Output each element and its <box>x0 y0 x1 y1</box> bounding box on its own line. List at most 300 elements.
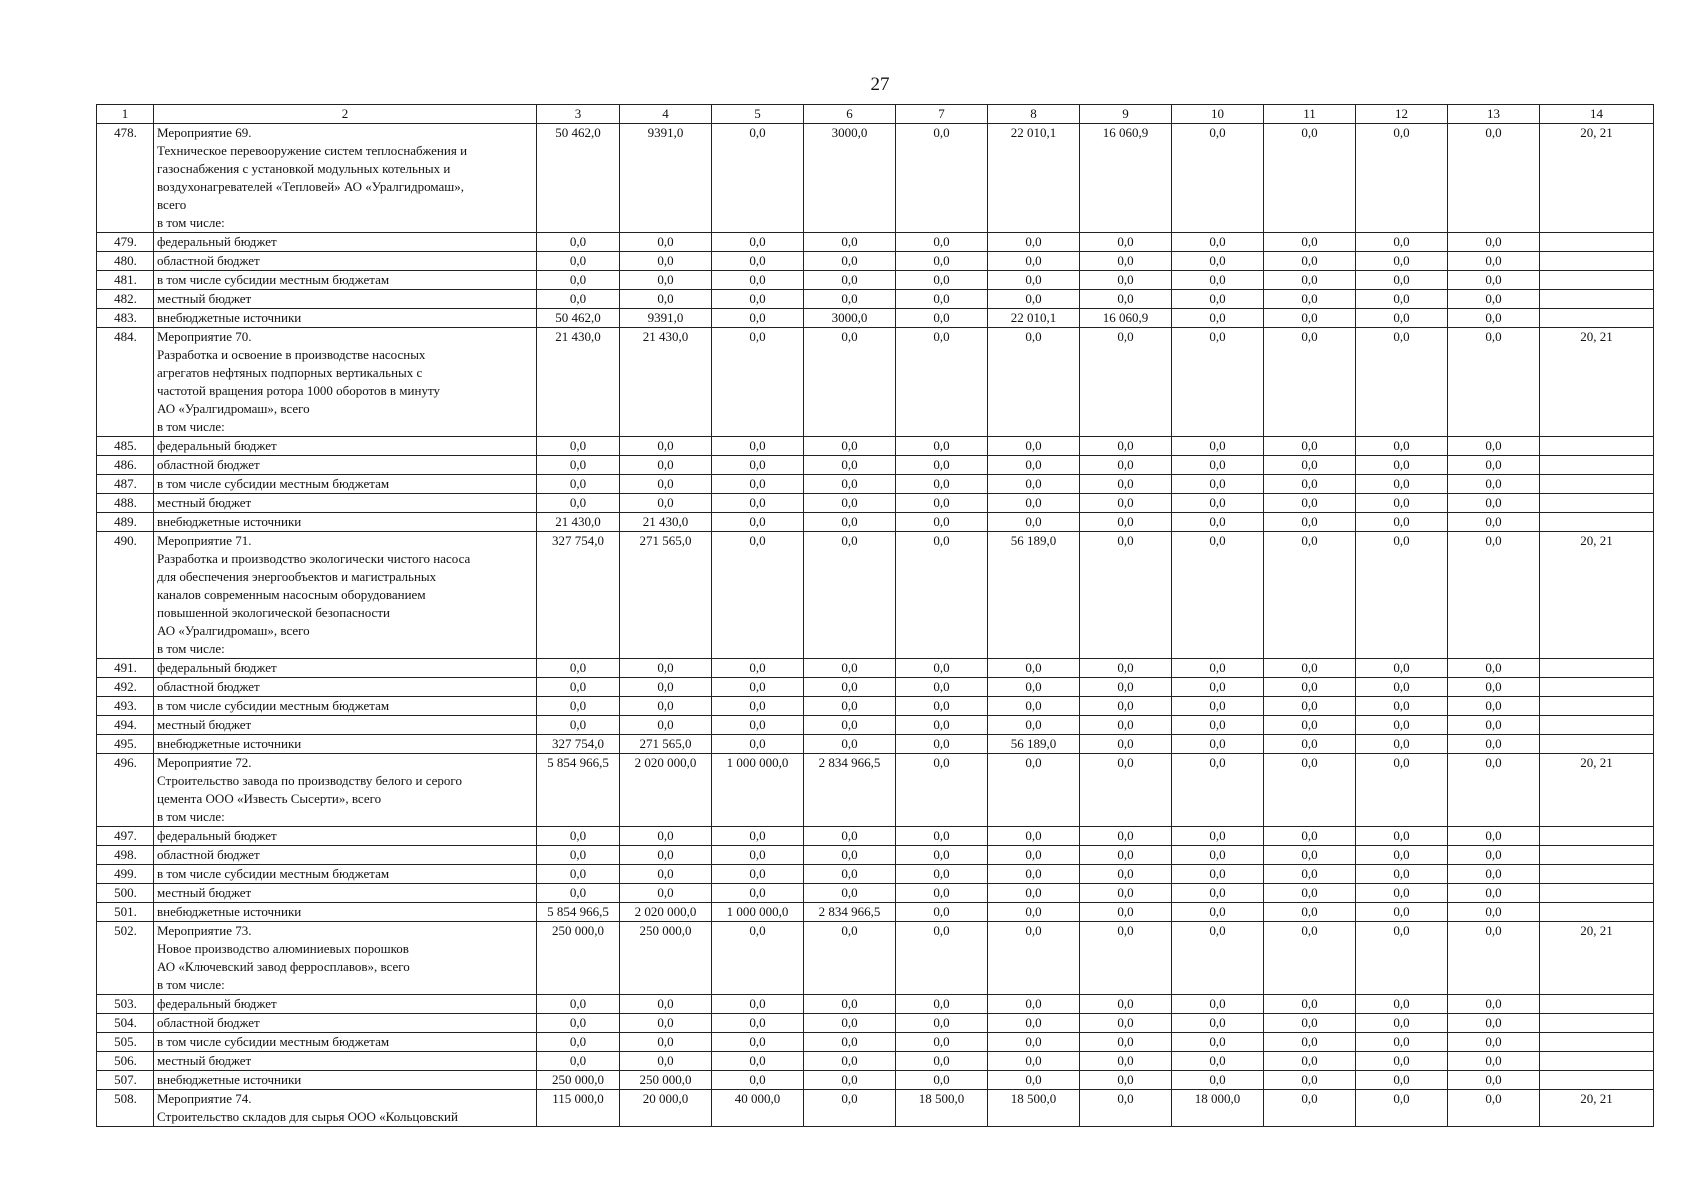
description-line: в том числе: <box>157 641 225 656</box>
row-description <box>154 1071 537 1090</box>
value-cell-col-13: 0,0 <box>1448 884 1540 903</box>
value-cell-col-13: 0,0 <box>1448 328 1540 437</box>
value-cell-col-3: 250 000,0 <box>537 922 620 995</box>
description-line: Мероприятие 71. <box>157 533 252 548</box>
value-cell-col-12: 0,0 <box>1356 846 1448 865</box>
value-cell-col-7: 0,0 <box>896 124 988 233</box>
value-cell-col-12: 0,0 <box>1356 995 1448 1014</box>
row-number: 493. <box>97 697 154 716</box>
row-description <box>154 903 537 922</box>
value-cell-col-8: 0,0 <box>988 697 1080 716</box>
value-cell-col-6: 0,0 <box>804 475 896 494</box>
reference-cell <box>1540 513 1654 532</box>
value-cell-col-7: 0,0 <box>896 884 988 903</box>
value-cell-col-12: 0,0 <box>1356 1052 1448 1071</box>
table-row <box>97 716 1654 735</box>
value-cell-col-4: 271 565,0 <box>620 532 712 659</box>
value-cell-col-3: 21 430,0 <box>537 328 620 437</box>
value-cell-col-11: 0,0 <box>1264 532 1356 659</box>
value-cell-col-11: 0,0 <box>1264 1090 1356 1127</box>
value-cell-col-3: 0,0 <box>537 865 620 884</box>
value-cell-col-9: 0,0 <box>1080 827 1172 846</box>
value-cell-col-10: 0,0 <box>1172 124 1264 233</box>
value-cell-col-8: 0,0 <box>988 328 1080 437</box>
value-cell-col-10: 0,0 <box>1172 827 1264 846</box>
value-cell-col-8: 0,0 <box>988 456 1080 475</box>
value-cell-col-3: 0,0 <box>537 233 620 252</box>
value-cell-col-5: 0,0 <box>712 494 804 513</box>
row-number: 479. <box>97 233 154 252</box>
value-cell-col-3: 0,0 <box>537 846 620 865</box>
table-row <box>97 513 1654 532</box>
value-cell-col-13: 0,0 <box>1448 922 1540 995</box>
description-line: в том числе: <box>157 977 225 992</box>
value-cell-col-4: 0,0 <box>620 494 712 513</box>
table-row <box>97 456 1654 475</box>
value-cell-col-8: 0,0 <box>988 922 1080 995</box>
value-cell-col-5: 0,0 <box>712 233 804 252</box>
page-number: 27 <box>870 74 890 95</box>
value-cell-col-11: 0,0 <box>1264 456 1356 475</box>
row-description <box>154 827 537 846</box>
value-cell-col-3: 0,0 <box>537 456 620 475</box>
value-cell-col-13: 0,0 <box>1448 290 1540 309</box>
row-description <box>154 865 537 884</box>
value-cell-col-13: 0,0 <box>1448 494 1540 513</box>
description-line: цемента ООО «Известь Сысерти», всего <box>157 791 382 806</box>
value-cell-col-3: 0,0 <box>537 437 620 456</box>
value-cell-col-8: 56 189,0 <box>988 532 1080 659</box>
value-cell-col-6: 3000,0 <box>804 309 896 328</box>
value-cell-col-8: 0,0 <box>988 754 1080 827</box>
value-cell-col-8: 18 500,0 <box>988 1090 1080 1127</box>
table-row <box>97 827 1654 846</box>
table-row <box>97 995 1654 1014</box>
reference-cell <box>1540 697 1654 716</box>
value-cell-col-9: 0,0 <box>1080 884 1172 903</box>
value-cell-col-9: 16 060,9 <box>1080 124 1172 233</box>
value-cell-col-7: 0,0 <box>896 252 988 271</box>
value-cell-col-6: 0,0 <box>804 884 896 903</box>
value-cell-col-7: 0,0 <box>896 1052 988 1071</box>
description-line: Разработка и освоение в производстве насосных <box>157 347 426 362</box>
description-line: в том числе субсидии местным бюджетам <box>157 476 390 491</box>
value-cell-col-7: 0,0 <box>896 995 988 1014</box>
row-description <box>154 754 537 827</box>
value-cell-col-9: 0,0 <box>1080 922 1172 995</box>
value-cell-col-4: 0,0 <box>620 252 712 271</box>
row-description <box>154 735 537 754</box>
row-number: 486. <box>97 456 154 475</box>
reference-cell: 20, 21 <box>1540 1090 1654 1127</box>
value-cell-col-7: 0,0 <box>896 716 988 735</box>
value-cell-col-12: 0,0 <box>1356 124 1448 233</box>
value-cell-col-6: 0,0 <box>804 437 896 456</box>
value-cell-col-13: 0,0 <box>1448 271 1540 290</box>
description-line: в том числе субсидии местным бюджетам <box>157 866 390 881</box>
value-cell-col-5: 1 000 000,0 <box>712 754 804 827</box>
value-cell-col-11: 0,0 <box>1264 1071 1356 1090</box>
value-cell-col-6: 0,0 <box>804 513 896 532</box>
description-line: внебюджетные источники <box>157 736 302 751</box>
value-cell-col-10: 0,0 <box>1172 252 1264 271</box>
value-cell-col-6: 0,0 <box>804 865 896 884</box>
value-cell-col-3: 21 430,0 <box>537 513 620 532</box>
table-row <box>97 659 1654 678</box>
value-cell-col-10: 0,0 <box>1172 678 1264 697</box>
row-number: 505. <box>97 1033 154 1052</box>
table-row <box>97 494 1654 513</box>
table-row <box>97 884 1654 903</box>
description-line: воздухонагревателей «Тепловей» АО «Уралгидромаш», <box>157 179 465 194</box>
description-line: Мероприятие 73. <box>157 923 252 938</box>
description-line: в том числе субсидии местным бюджетам <box>157 698 390 713</box>
table-row <box>97 922 1654 995</box>
column-header-9: 9 <box>1080 105 1172 124</box>
value-cell-col-6: 0,0 <box>804 846 896 865</box>
value-cell-col-6: 0,0 <box>804 532 896 659</box>
value-cell-col-12: 0,0 <box>1356 659 1448 678</box>
value-cell-col-4: 0,0 <box>620 1052 712 1071</box>
value-cell-col-9: 0,0 <box>1080 865 1172 884</box>
description-line: АО «Ключевский завод ферросплавов», всего <box>157 959 410 974</box>
reference-cell <box>1540 995 1654 1014</box>
value-cell-col-12: 0,0 <box>1356 865 1448 884</box>
value-cell-col-6: 0,0 <box>804 1071 896 1090</box>
value-cell-col-10: 0,0 <box>1172 735 1264 754</box>
description-line: в том числе субсидии местным бюджетам <box>157 272 390 287</box>
reference-cell <box>1540 884 1654 903</box>
row-number: 500. <box>97 884 154 903</box>
value-cell-col-4: 271 565,0 <box>620 735 712 754</box>
value-cell-col-5: 0,0 <box>712 475 804 494</box>
row-number: 494. <box>97 716 154 735</box>
value-cell-col-11: 0,0 <box>1264 754 1356 827</box>
description-line: частотой вращения ротора 1000 оборотов в минуту <box>157 383 440 398</box>
value-cell-col-10: 0,0 <box>1172 865 1264 884</box>
row-number: 489. <box>97 513 154 532</box>
value-cell-col-5: 0,0 <box>712 309 804 328</box>
value-cell-col-6: 0,0 <box>804 697 896 716</box>
value-cell-col-11: 0,0 <box>1264 513 1356 532</box>
value-cell-col-7: 0,0 <box>896 754 988 827</box>
value-cell-col-9: 0,0 <box>1080 1090 1172 1127</box>
value-cell-col-10: 0,0 <box>1172 884 1264 903</box>
value-cell-col-3: 0,0 <box>537 1052 620 1071</box>
row-description <box>154 124 537 233</box>
value-cell-col-3: 0,0 <box>537 659 620 678</box>
value-cell-col-8: 0,0 <box>988 437 1080 456</box>
value-cell-col-9: 0,0 <box>1080 475 1172 494</box>
value-cell-col-5: 0,0 <box>712 827 804 846</box>
row-description <box>154 252 537 271</box>
value-cell-col-12: 0,0 <box>1356 437 1448 456</box>
column-header-4: 4 <box>620 105 712 124</box>
value-cell-col-4: 21 430,0 <box>620 513 712 532</box>
value-cell-col-13: 0,0 <box>1448 754 1540 827</box>
value-cell-col-11: 0,0 <box>1264 437 1356 456</box>
value-cell-col-9: 0,0 <box>1080 456 1172 475</box>
value-cell-col-11: 0,0 <box>1264 290 1356 309</box>
value-cell-col-9: 0,0 <box>1080 1033 1172 1052</box>
row-description <box>154 532 537 659</box>
table-row <box>97 846 1654 865</box>
description-line: Разработка и производство экологически чистого насоса <box>157 551 471 566</box>
value-cell-col-11: 0,0 <box>1264 995 1356 1014</box>
value-cell-col-6: 0,0 <box>804 827 896 846</box>
value-cell-col-10: 0,0 <box>1172 494 1264 513</box>
description-line: областной бюджет <box>157 1015 260 1030</box>
description-line: в том числе: <box>157 215 225 230</box>
value-cell-col-10: 0,0 <box>1172 1033 1264 1052</box>
value-cell-col-10: 0,0 <box>1172 328 1264 437</box>
row-number: 495. <box>97 735 154 754</box>
column-header-8: 8 <box>988 105 1080 124</box>
value-cell-col-13: 0,0 <box>1448 865 1540 884</box>
value-cell-col-9: 0,0 <box>1080 1014 1172 1033</box>
table-row <box>97 328 1654 437</box>
value-cell-col-7: 0,0 <box>896 1014 988 1033</box>
value-cell-col-3: 0,0 <box>537 1014 620 1033</box>
value-cell-col-8: 0,0 <box>988 1052 1080 1071</box>
value-cell-col-9: 0,0 <box>1080 532 1172 659</box>
value-cell-col-13: 0,0 <box>1448 252 1540 271</box>
value-cell-col-6: 0,0 <box>804 494 896 513</box>
value-cell-col-13: 0,0 <box>1448 827 1540 846</box>
value-cell-col-7: 0,0 <box>896 735 988 754</box>
value-cell-col-4: 0,0 <box>620 678 712 697</box>
value-cell-col-7: 18 500,0 <box>896 1090 988 1127</box>
value-cell-col-4: 0,0 <box>620 456 712 475</box>
value-cell-col-4: 9391,0 <box>620 124 712 233</box>
value-cell-col-13: 0,0 <box>1448 659 1540 678</box>
value-cell-col-12: 0,0 <box>1356 328 1448 437</box>
value-cell-col-10: 0,0 <box>1172 271 1264 290</box>
value-cell-col-8: 0,0 <box>988 846 1080 865</box>
description-line: повышенной экологической безопасности <box>157 605 390 620</box>
value-cell-col-5: 0,0 <box>712 437 804 456</box>
row-description <box>154 233 537 252</box>
reference-cell <box>1540 1014 1654 1033</box>
column-header-3: 3 <box>537 105 620 124</box>
value-cell-col-4: 2 020 000,0 <box>620 903 712 922</box>
value-cell-col-3: 0,0 <box>537 678 620 697</box>
value-cell-col-4: 0,0 <box>620 995 712 1014</box>
value-cell-col-5: 0,0 <box>712 735 804 754</box>
description-line: областной бюджет <box>157 847 260 862</box>
value-cell-col-4: 0,0 <box>620 884 712 903</box>
row-description <box>154 290 537 309</box>
value-cell-col-12: 0,0 <box>1356 1071 1448 1090</box>
value-cell-col-4: 0,0 <box>620 437 712 456</box>
row-number: 507. <box>97 1071 154 1090</box>
value-cell-col-10: 0,0 <box>1172 513 1264 532</box>
value-cell-col-12: 0,0 <box>1356 884 1448 903</box>
value-cell-col-5: 0,0 <box>712 456 804 475</box>
value-cell-col-12: 0,0 <box>1356 1014 1448 1033</box>
value-cell-col-3: 115 000,0 <box>537 1090 620 1127</box>
value-cell-col-13: 0,0 <box>1448 233 1540 252</box>
value-cell-col-13: 0,0 <box>1448 903 1540 922</box>
value-cell-col-8: 0,0 <box>988 995 1080 1014</box>
value-cell-col-11: 0,0 <box>1264 903 1356 922</box>
row-description <box>154 437 537 456</box>
value-cell-col-9: 0,0 <box>1080 716 1172 735</box>
table-row <box>97 475 1654 494</box>
value-cell-col-9: 0,0 <box>1080 659 1172 678</box>
value-cell-col-4: 0,0 <box>620 1014 712 1033</box>
reference-cell <box>1540 290 1654 309</box>
row-number: 498. <box>97 846 154 865</box>
description-line: областной бюджет <box>157 457 260 472</box>
value-cell-col-8: 0,0 <box>988 252 1080 271</box>
value-cell-col-9: 0,0 <box>1080 846 1172 865</box>
value-cell-col-4: 0,0 <box>620 1033 712 1052</box>
value-cell-col-6: 0,0 <box>804 995 896 1014</box>
value-cell-col-9: 0,0 <box>1080 1052 1172 1071</box>
value-cell-col-10: 0,0 <box>1172 1052 1264 1071</box>
value-cell-col-3: 250 000,0 <box>537 1071 620 1090</box>
value-cell-col-8: 56 189,0 <box>988 735 1080 754</box>
value-cell-col-4: 250 000,0 <box>620 1071 712 1090</box>
value-cell-col-5: 0,0 <box>712 716 804 735</box>
reference-cell <box>1540 678 1654 697</box>
value-cell-col-11: 0,0 <box>1264 1033 1356 1052</box>
value-cell-col-10: 0,0 <box>1172 1014 1264 1033</box>
value-cell-col-7: 0,0 <box>896 903 988 922</box>
value-cell-col-3: 0,0 <box>537 697 620 716</box>
table-row <box>97 532 1654 659</box>
value-cell-col-8: 0,0 <box>988 1014 1080 1033</box>
table-row <box>97 735 1654 754</box>
value-cell-col-12: 0,0 <box>1356 309 1448 328</box>
column-header-14: 14 <box>1540 105 1654 124</box>
table-row <box>97 1071 1654 1090</box>
row-description <box>154 697 537 716</box>
table-row <box>97 1014 1654 1033</box>
row-description <box>154 494 537 513</box>
row-description <box>154 922 537 995</box>
value-cell-col-12: 0,0 <box>1356 735 1448 754</box>
value-cell-col-13: 0,0 <box>1448 309 1540 328</box>
value-cell-col-7: 0,0 <box>896 494 988 513</box>
row-description <box>154 1033 537 1052</box>
value-cell-col-3: 0,0 <box>537 475 620 494</box>
value-cell-col-10: 0,0 <box>1172 475 1264 494</box>
value-cell-col-13: 0,0 <box>1448 1052 1540 1071</box>
value-cell-col-11: 0,0 <box>1264 827 1356 846</box>
value-cell-col-7: 0,0 <box>896 290 988 309</box>
row-description <box>154 1014 537 1033</box>
row-number: 480. <box>97 252 154 271</box>
value-cell-col-11: 0,0 <box>1264 233 1356 252</box>
value-cell-col-3: 0,0 <box>537 995 620 1014</box>
value-cell-col-4: 0,0 <box>620 865 712 884</box>
value-cell-col-3: 0,0 <box>537 716 620 735</box>
value-cell-col-12: 0,0 <box>1356 1033 1448 1052</box>
value-cell-col-7: 0,0 <box>896 659 988 678</box>
reference-cell <box>1540 271 1654 290</box>
table-row <box>97 1052 1654 1071</box>
description-line: федеральный бюджет <box>157 828 277 843</box>
value-cell-col-13: 0,0 <box>1448 1071 1540 1090</box>
value-cell-col-4: 0,0 <box>620 659 712 678</box>
row-description <box>154 678 537 697</box>
value-cell-col-12: 0,0 <box>1356 922 1448 995</box>
value-cell-col-4: 2 020 000,0 <box>620 754 712 827</box>
value-cell-col-10: 0,0 <box>1172 659 1264 678</box>
reference-cell <box>1540 475 1654 494</box>
value-cell-col-11: 0,0 <box>1264 494 1356 513</box>
value-cell-col-5: 0,0 <box>712 922 804 995</box>
row-number: 483. <box>97 309 154 328</box>
table-row <box>97 290 1654 309</box>
reference-cell <box>1540 309 1654 328</box>
value-cell-col-7: 0,0 <box>896 1071 988 1090</box>
value-cell-col-13: 0,0 <box>1448 124 1540 233</box>
reference-cell: 20, 21 <box>1540 328 1654 437</box>
row-description <box>154 846 537 865</box>
value-cell-col-9: 0,0 <box>1080 328 1172 437</box>
table-row <box>97 271 1654 290</box>
value-cell-col-6: 0,0 <box>804 678 896 697</box>
description-line: в том числе: <box>157 419 225 434</box>
value-cell-col-12: 0,0 <box>1356 697 1448 716</box>
value-cell-col-12: 0,0 <box>1356 1090 1448 1127</box>
value-cell-col-7: 0,0 <box>896 865 988 884</box>
value-cell-col-6: 0,0 <box>804 922 896 995</box>
row-number: 506. <box>97 1052 154 1071</box>
reference-cell <box>1540 252 1654 271</box>
value-cell-col-5: 0,0 <box>712 865 804 884</box>
value-cell-col-8: 0,0 <box>988 271 1080 290</box>
value-cell-col-11: 0,0 <box>1264 124 1356 233</box>
value-cell-col-9: 0,0 <box>1080 233 1172 252</box>
row-number: 491. <box>97 659 154 678</box>
value-cell-col-8: 22 010,1 <box>988 124 1080 233</box>
table-row <box>97 678 1654 697</box>
value-cell-col-11: 0,0 <box>1264 678 1356 697</box>
value-cell-col-12: 0,0 <box>1356 513 1448 532</box>
reference-cell <box>1540 865 1654 884</box>
value-cell-col-9: 0,0 <box>1080 697 1172 716</box>
value-cell-col-9: 0,0 <box>1080 271 1172 290</box>
description-line: в том числе: <box>157 809 225 824</box>
row-number: 490. <box>97 532 154 659</box>
column-number-header-row <box>97 105 1654 124</box>
description-line: местный бюджет <box>157 717 252 732</box>
description-line: агрегатов нефтяных подпорных вертикальных с <box>157 365 423 380</box>
value-cell-col-5: 40 000,0 <box>712 1090 804 1127</box>
reference-cell: 20, 21 <box>1540 922 1654 995</box>
description-line: местный бюджет <box>157 885 252 900</box>
row-description <box>154 995 537 1014</box>
value-cell-col-10: 0,0 <box>1172 233 1264 252</box>
value-cell-col-6: 0,0 <box>804 233 896 252</box>
value-cell-col-12: 0,0 <box>1356 456 1448 475</box>
value-cell-col-8: 0,0 <box>988 827 1080 846</box>
row-description <box>154 513 537 532</box>
description-line: газоснабжения с установкой модульных котельных и <box>157 161 451 176</box>
description-line: всего <box>157 197 187 212</box>
value-cell-col-6: 0,0 <box>804 252 896 271</box>
value-cell-col-5: 0,0 <box>712 659 804 678</box>
value-cell-col-6: 0,0 <box>804 271 896 290</box>
value-cell-col-10: 0,0 <box>1172 995 1264 1014</box>
row-number: 499. <box>97 865 154 884</box>
table-row <box>97 754 1654 827</box>
value-cell-col-7: 0,0 <box>896 846 988 865</box>
